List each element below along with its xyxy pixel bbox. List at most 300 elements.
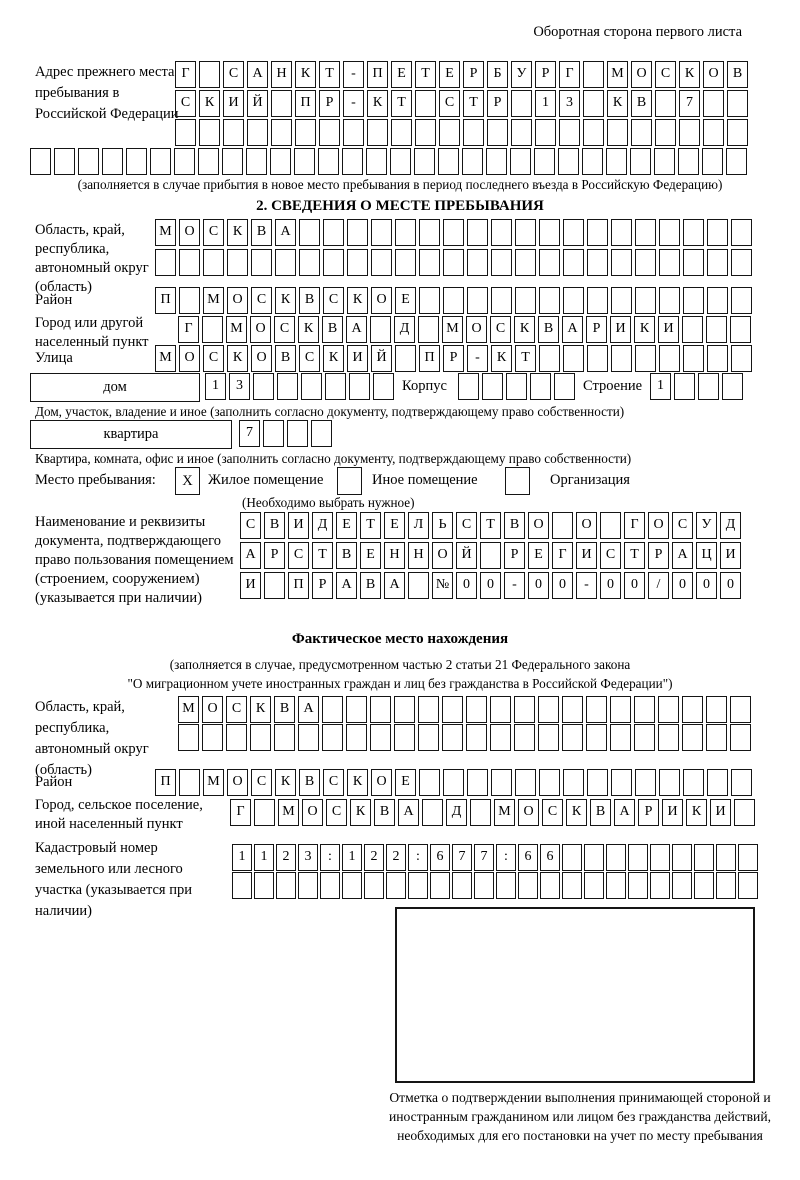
char-cell[interactable]: Р: [443, 345, 464, 372]
char-cell[interactable]: О: [202, 696, 223, 723]
char-cell[interactable]: К: [275, 287, 296, 314]
char-cell[interactable]: [587, 769, 608, 796]
char-cell[interactable]: [491, 287, 512, 314]
char-cell[interactable]: 7: [679, 90, 700, 117]
char-cell[interactable]: [683, 219, 704, 246]
char-cell[interactable]: [466, 724, 487, 751]
char-cell[interactable]: [683, 249, 704, 276]
char-cell[interactable]: Й: [456, 542, 477, 569]
char-cell[interactable]: [706, 724, 727, 751]
char-cell[interactable]: Р: [487, 90, 508, 117]
char-cell[interactable]: [390, 148, 411, 175]
char-cell[interactable]: В: [727, 61, 748, 88]
char-cell[interactable]: [452, 872, 472, 899]
char-cell[interactable]: [251, 249, 272, 276]
char-cell[interactable]: С: [326, 799, 347, 826]
char-cell[interactable]: А: [240, 542, 261, 569]
char-cell[interactable]: Т: [319, 61, 340, 88]
char-cell[interactable]: [702, 148, 723, 175]
char-cell[interactable]: [559, 119, 580, 146]
char-cell[interactable]: [346, 724, 367, 751]
char-cell[interactable]: [726, 148, 747, 175]
char-cell[interactable]: [294, 148, 315, 175]
char-cell[interactable]: К: [227, 345, 248, 372]
char-cell[interactable]: [583, 90, 604, 117]
char-cell[interactable]: [175, 119, 196, 146]
char-cell[interactable]: [274, 724, 295, 751]
char-cell[interactable]: 0: [552, 572, 573, 599]
char-cell[interactable]: И: [658, 316, 679, 343]
char-cell[interactable]: [587, 345, 608, 372]
char-cell[interactable]: [462, 148, 483, 175]
char-cell[interactable]: 2: [386, 844, 406, 871]
char-cell[interactable]: [347, 219, 368, 246]
char-cell[interactable]: [419, 769, 440, 796]
char-cell[interactable]: Т: [391, 90, 412, 117]
char-cell[interactable]: [373, 373, 394, 400]
char-cell[interactable]: Т: [480, 512, 501, 539]
char-cell[interactable]: О: [528, 512, 549, 539]
char-cell[interactable]: [442, 724, 463, 751]
char-cell[interactable]: [611, 219, 632, 246]
char-cell[interactable]: [30, 148, 51, 175]
char-cell[interactable]: [683, 769, 704, 796]
char-cell[interactable]: [635, 249, 656, 276]
char-cell[interactable]: К: [347, 287, 368, 314]
char-cell[interactable]: И: [223, 90, 244, 117]
char-cell[interactable]: Е: [439, 61, 460, 88]
char-cell[interactable]: [438, 148, 459, 175]
char-cell[interactable]: [474, 872, 494, 899]
char-cell[interactable]: Т: [624, 542, 645, 569]
char-cell[interactable]: В: [322, 316, 343, 343]
char-cell[interactable]: 1: [535, 90, 556, 117]
char-cell[interactable]: Д: [720, 512, 741, 539]
char-cell[interactable]: А: [398, 799, 419, 826]
char-cell[interactable]: К: [634, 316, 655, 343]
char-cell[interactable]: [703, 119, 724, 146]
char-cell[interactable]: [587, 287, 608, 314]
char-cell[interactable]: [584, 844, 604, 871]
char-cell[interactable]: [539, 219, 560, 246]
char-cell[interactable]: [342, 872, 362, 899]
char-cell[interactable]: :: [496, 844, 516, 871]
char-cell[interactable]: Е: [395, 287, 416, 314]
char-cell[interactable]: К: [514, 316, 535, 343]
char-cell[interactable]: Г: [552, 542, 573, 569]
char-cell[interactable]: [730, 696, 751, 723]
char-cell[interactable]: Ь: [432, 512, 453, 539]
char-cell[interactable]: [727, 90, 748, 117]
char-cell[interactable]: [263, 420, 284, 447]
char-cell[interactable]: И: [710, 799, 731, 826]
char-cell[interactable]: [179, 769, 200, 796]
char-cell[interactable]: Н: [271, 61, 292, 88]
checkbox-other-premises[interactable]: [337, 467, 362, 495]
char-cell[interactable]: [540, 872, 560, 899]
char-cell[interactable]: О: [576, 512, 597, 539]
char-cell[interactable]: К: [367, 90, 388, 117]
char-cell[interactable]: [202, 724, 223, 751]
char-cell[interactable]: [253, 373, 274, 400]
char-cell[interactable]: [518, 872, 538, 899]
char-cell[interactable]: Л: [408, 512, 429, 539]
char-cell[interactable]: И: [347, 345, 368, 372]
char-cell[interactable]: [682, 316, 703, 343]
char-cell[interactable]: [606, 844, 626, 871]
char-cell[interactable]: -: [343, 90, 364, 117]
char-cell[interactable]: [539, 249, 560, 276]
char-cell[interactable]: 7: [452, 844, 472, 871]
char-cell[interactable]: [480, 542, 501, 569]
char-cell[interactable]: [366, 148, 387, 175]
char-cell[interactable]: [694, 872, 714, 899]
char-cell[interactable]: [491, 219, 512, 246]
char-cell[interactable]: С: [655, 61, 676, 88]
char-cell[interactable]: [683, 287, 704, 314]
char-cell[interactable]: [394, 696, 415, 723]
char-cell[interactable]: [514, 724, 535, 751]
char-cell[interactable]: [583, 61, 604, 88]
char-cell[interactable]: К: [491, 345, 512, 372]
char-cell[interactable]: 1: [254, 844, 274, 871]
char-cell[interactable]: К: [347, 769, 368, 796]
char-cell[interactable]: [295, 119, 316, 146]
char-cell[interactable]: Г: [624, 512, 645, 539]
char-cell[interactable]: [659, 249, 680, 276]
char-cell[interactable]: [319, 119, 340, 146]
char-cell[interactable]: [539, 287, 560, 314]
char-cell[interactable]: О: [227, 287, 248, 314]
char-cell[interactable]: [731, 345, 752, 372]
char-cell[interactable]: [582, 148, 603, 175]
char-cell[interactable]: [275, 249, 296, 276]
char-cell[interactable]: И: [720, 542, 741, 569]
char-cell[interactable]: [587, 249, 608, 276]
char-cell[interactable]: [600, 512, 621, 539]
char-cell[interactable]: [552, 512, 573, 539]
char-cell[interactable]: [490, 724, 511, 751]
char-cell[interactable]: [515, 249, 536, 276]
char-cell[interactable]: А: [672, 542, 693, 569]
char-cell[interactable]: [179, 249, 200, 276]
char-cell[interactable]: [635, 219, 656, 246]
char-cell[interactable]: О: [227, 769, 248, 796]
char-cell[interactable]: [635, 345, 656, 372]
char-cell[interactable]: К: [686, 799, 707, 826]
char-cell[interactable]: [698, 373, 719, 400]
char-cell[interactable]: [271, 119, 292, 146]
char-cell[interactable]: С: [323, 769, 344, 796]
char-cell[interactable]: В: [299, 287, 320, 314]
char-cell[interactable]: [408, 572, 429, 599]
char-cell[interactable]: /: [648, 572, 669, 599]
char-cell[interactable]: [650, 872, 670, 899]
char-cell[interactable]: И: [240, 572, 261, 599]
char-cell[interactable]: [515, 769, 536, 796]
char-cell[interactable]: Р: [264, 542, 285, 569]
char-cell[interactable]: [264, 572, 285, 599]
char-cell[interactable]: С: [203, 345, 224, 372]
char-cell[interactable]: [395, 219, 416, 246]
char-cell[interactable]: [678, 148, 699, 175]
char-cell[interactable]: О: [518, 799, 539, 826]
char-cell[interactable]: П: [419, 345, 440, 372]
char-cell[interactable]: [490, 696, 511, 723]
char-cell[interactable]: [583, 119, 604, 146]
char-cell[interactable]: [694, 844, 714, 871]
char-cell[interactable]: 1: [205, 373, 226, 400]
char-cell[interactable]: [467, 219, 488, 246]
char-cell[interactable]: У: [511, 61, 532, 88]
char-cell[interactable]: А: [247, 61, 268, 88]
char-cell[interactable]: [442, 696, 463, 723]
char-cell[interactable]: [634, 696, 655, 723]
char-cell[interactable]: [655, 90, 676, 117]
char-cell[interactable]: [414, 148, 435, 175]
char-cell[interactable]: [534, 148, 555, 175]
char-cell[interactable]: [496, 872, 516, 899]
char-cell[interactable]: К: [295, 61, 316, 88]
char-cell[interactable]: [226, 724, 247, 751]
char-cell[interactable]: [443, 287, 464, 314]
char-cell[interactable]: [418, 724, 439, 751]
char-cell[interactable]: 0: [696, 572, 717, 599]
char-cell[interactable]: [659, 345, 680, 372]
char-cell[interactable]: [730, 316, 751, 343]
char-cell[interactable]: К: [227, 219, 248, 246]
char-cell[interactable]: :: [408, 844, 428, 871]
char-cell[interactable]: [611, 345, 632, 372]
char-cell[interactable]: [467, 769, 488, 796]
char-cell[interactable]: О: [703, 61, 724, 88]
char-cell[interactable]: [422, 799, 443, 826]
char-cell[interactable]: Р: [535, 61, 556, 88]
char-cell[interactable]: [514, 696, 535, 723]
char-cell[interactable]: [320, 872, 340, 899]
char-cell[interactable]: [386, 872, 406, 899]
char-cell[interactable]: К: [679, 61, 700, 88]
char-cell[interactable]: [535, 119, 556, 146]
char-cell[interactable]: Д: [446, 799, 467, 826]
char-cell[interactable]: [254, 799, 275, 826]
char-cell[interactable]: [391, 119, 412, 146]
char-cell[interactable]: А: [275, 219, 296, 246]
char-cell[interactable]: О: [648, 512, 669, 539]
char-cell[interactable]: О: [432, 542, 453, 569]
char-cell[interactable]: Г: [559, 61, 580, 88]
char-cell[interactable]: О: [251, 345, 272, 372]
char-cell[interactable]: К: [607, 90, 628, 117]
char-cell[interactable]: К: [323, 345, 344, 372]
char-cell[interactable]: 1: [232, 844, 252, 871]
char-cell[interactable]: [323, 219, 344, 246]
char-cell[interactable]: В: [590, 799, 611, 826]
char-cell[interactable]: О: [466, 316, 487, 343]
char-cell[interactable]: [246, 148, 267, 175]
char-cell[interactable]: [443, 249, 464, 276]
char-cell[interactable]: -: [576, 572, 597, 599]
char-cell[interactable]: [418, 316, 439, 343]
char-cell[interactable]: К: [275, 769, 296, 796]
char-cell[interactable]: С: [288, 542, 309, 569]
char-cell[interactable]: Н: [384, 542, 405, 569]
char-cell[interactable]: Ц: [696, 542, 717, 569]
char-cell[interactable]: [530, 373, 551, 400]
char-cell[interactable]: [346, 696, 367, 723]
char-cell[interactable]: 0: [624, 572, 645, 599]
char-cell[interactable]: [311, 420, 332, 447]
char-cell[interactable]: [482, 373, 503, 400]
char-cell[interactable]: 0: [456, 572, 477, 599]
char-cell[interactable]: И: [662, 799, 683, 826]
char-cell[interactable]: [554, 373, 575, 400]
char-cell[interactable]: С: [226, 696, 247, 723]
char-cell[interactable]: [563, 219, 584, 246]
char-cell[interactable]: [586, 696, 607, 723]
char-cell[interactable]: [299, 219, 320, 246]
char-cell[interactable]: 1: [650, 373, 671, 400]
char-cell[interactable]: 3: [229, 373, 250, 400]
char-cell[interactable]: [672, 872, 692, 899]
char-cell[interactable]: [419, 287, 440, 314]
char-cell[interactable]: [707, 219, 728, 246]
char-cell[interactable]: [606, 872, 626, 899]
char-cell[interactable]: [731, 249, 752, 276]
char-cell[interactable]: [584, 872, 604, 899]
char-cell[interactable]: [563, 287, 584, 314]
char-cell[interactable]: С: [175, 90, 196, 117]
char-cell[interactable]: [558, 148, 579, 175]
char-cell[interactable]: С: [456, 512, 477, 539]
char-cell[interactable]: [491, 769, 512, 796]
char-cell[interactable]: [606, 148, 627, 175]
char-cell[interactable]: [395, 249, 416, 276]
char-cell[interactable]: №: [432, 572, 453, 599]
char-cell[interactable]: [611, 249, 632, 276]
char-cell[interactable]: Р: [312, 572, 333, 599]
char-cell[interactable]: С: [274, 316, 295, 343]
char-cell[interactable]: К: [298, 316, 319, 343]
char-cell[interactable]: О: [250, 316, 271, 343]
char-cell[interactable]: [659, 769, 680, 796]
char-cell[interactable]: [318, 148, 339, 175]
char-cell[interactable]: 0: [480, 572, 501, 599]
char-cell[interactable]: [223, 119, 244, 146]
char-cell[interactable]: [466, 696, 487, 723]
char-cell[interactable]: В: [251, 219, 272, 246]
char-cell[interactable]: [349, 373, 370, 400]
char-cell[interactable]: С: [251, 287, 272, 314]
char-cell[interactable]: С: [490, 316, 511, 343]
char-cell[interactable]: -: [343, 61, 364, 88]
char-cell[interactable]: О: [371, 769, 392, 796]
char-cell[interactable]: [738, 844, 758, 871]
char-cell[interactable]: [672, 844, 692, 871]
char-cell[interactable]: 0: [528, 572, 549, 599]
char-cell[interactable]: 6: [518, 844, 538, 871]
char-cell[interactable]: Д: [394, 316, 415, 343]
char-cell[interactable]: М: [178, 696, 199, 723]
char-cell[interactable]: [730, 724, 751, 751]
char-cell[interactable]: [443, 219, 464, 246]
char-cell[interactable]: А: [614, 799, 635, 826]
char-cell[interactable]: Р: [504, 542, 525, 569]
char-cell[interactable]: [178, 724, 199, 751]
char-cell[interactable]: Т: [360, 512, 381, 539]
char-cell[interactable]: [611, 769, 632, 796]
char-cell[interactable]: [287, 420, 308, 447]
char-cell[interactable]: [703, 90, 724, 117]
char-cell[interactable]: П: [155, 769, 176, 796]
char-cell[interactable]: [276, 872, 296, 899]
char-cell[interactable]: [299, 249, 320, 276]
char-cell[interactable]: [611, 287, 632, 314]
char-cell[interactable]: 6: [540, 844, 560, 871]
char-cell[interactable]: Т: [463, 90, 484, 117]
char-cell[interactable]: [707, 287, 728, 314]
char-cell[interactable]: М: [155, 345, 176, 372]
char-cell[interactable]: Р: [586, 316, 607, 343]
char-cell[interactable]: [515, 219, 536, 246]
checkbox-organization[interactable]: [505, 467, 530, 495]
char-cell[interactable]: 7: [474, 844, 494, 871]
char-cell[interactable]: [510, 148, 531, 175]
char-cell[interactable]: М: [607, 61, 628, 88]
char-cell[interactable]: Г: [230, 799, 251, 826]
char-cell[interactable]: [727, 119, 748, 146]
char-cell[interactable]: [54, 148, 75, 175]
char-cell[interactable]: -: [504, 572, 525, 599]
char-cell[interactable]: Б: [487, 61, 508, 88]
char-cell[interactable]: Е: [391, 61, 412, 88]
char-cell[interactable]: [155, 249, 176, 276]
char-cell[interactable]: О: [302, 799, 323, 826]
char-cell[interactable]: [655, 119, 676, 146]
char-cell[interactable]: [706, 316, 727, 343]
char-cell[interactable]: [563, 249, 584, 276]
char-cell[interactable]: Й: [371, 345, 392, 372]
char-cell[interactable]: [506, 373, 527, 400]
char-cell[interactable]: [511, 119, 532, 146]
char-cell[interactable]: А: [336, 572, 357, 599]
char-cell[interactable]: В: [360, 572, 381, 599]
char-cell[interactable]: [203, 249, 224, 276]
char-cell[interactable]: [418, 696, 439, 723]
char-cell[interactable]: А: [298, 696, 319, 723]
char-cell[interactable]: В: [504, 512, 525, 539]
char-cell[interactable]: В: [631, 90, 652, 117]
char-cell[interactable]: 0: [600, 572, 621, 599]
char-cell[interactable]: В: [264, 512, 285, 539]
char-cell[interactable]: [443, 769, 464, 796]
char-cell[interactable]: [408, 872, 428, 899]
char-cell[interactable]: [343, 119, 364, 146]
char-cell[interactable]: [738, 872, 758, 899]
char-cell[interactable]: М: [203, 287, 224, 314]
char-cell[interactable]: [716, 844, 736, 871]
char-cell[interactable]: [323, 249, 344, 276]
char-cell[interactable]: [430, 872, 450, 899]
char-cell[interactable]: И: [288, 512, 309, 539]
char-cell[interactable]: 2: [364, 844, 384, 871]
char-cell[interactable]: Е: [384, 512, 405, 539]
char-cell[interactable]: Р: [463, 61, 484, 88]
char-cell[interactable]: [610, 696, 631, 723]
char-cell[interactable]: М: [203, 769, 224, 796]
char-cell[interactable]: [707, 345, 728, 372]
char-cell[interactable]: [367, 119, 388, 146]
